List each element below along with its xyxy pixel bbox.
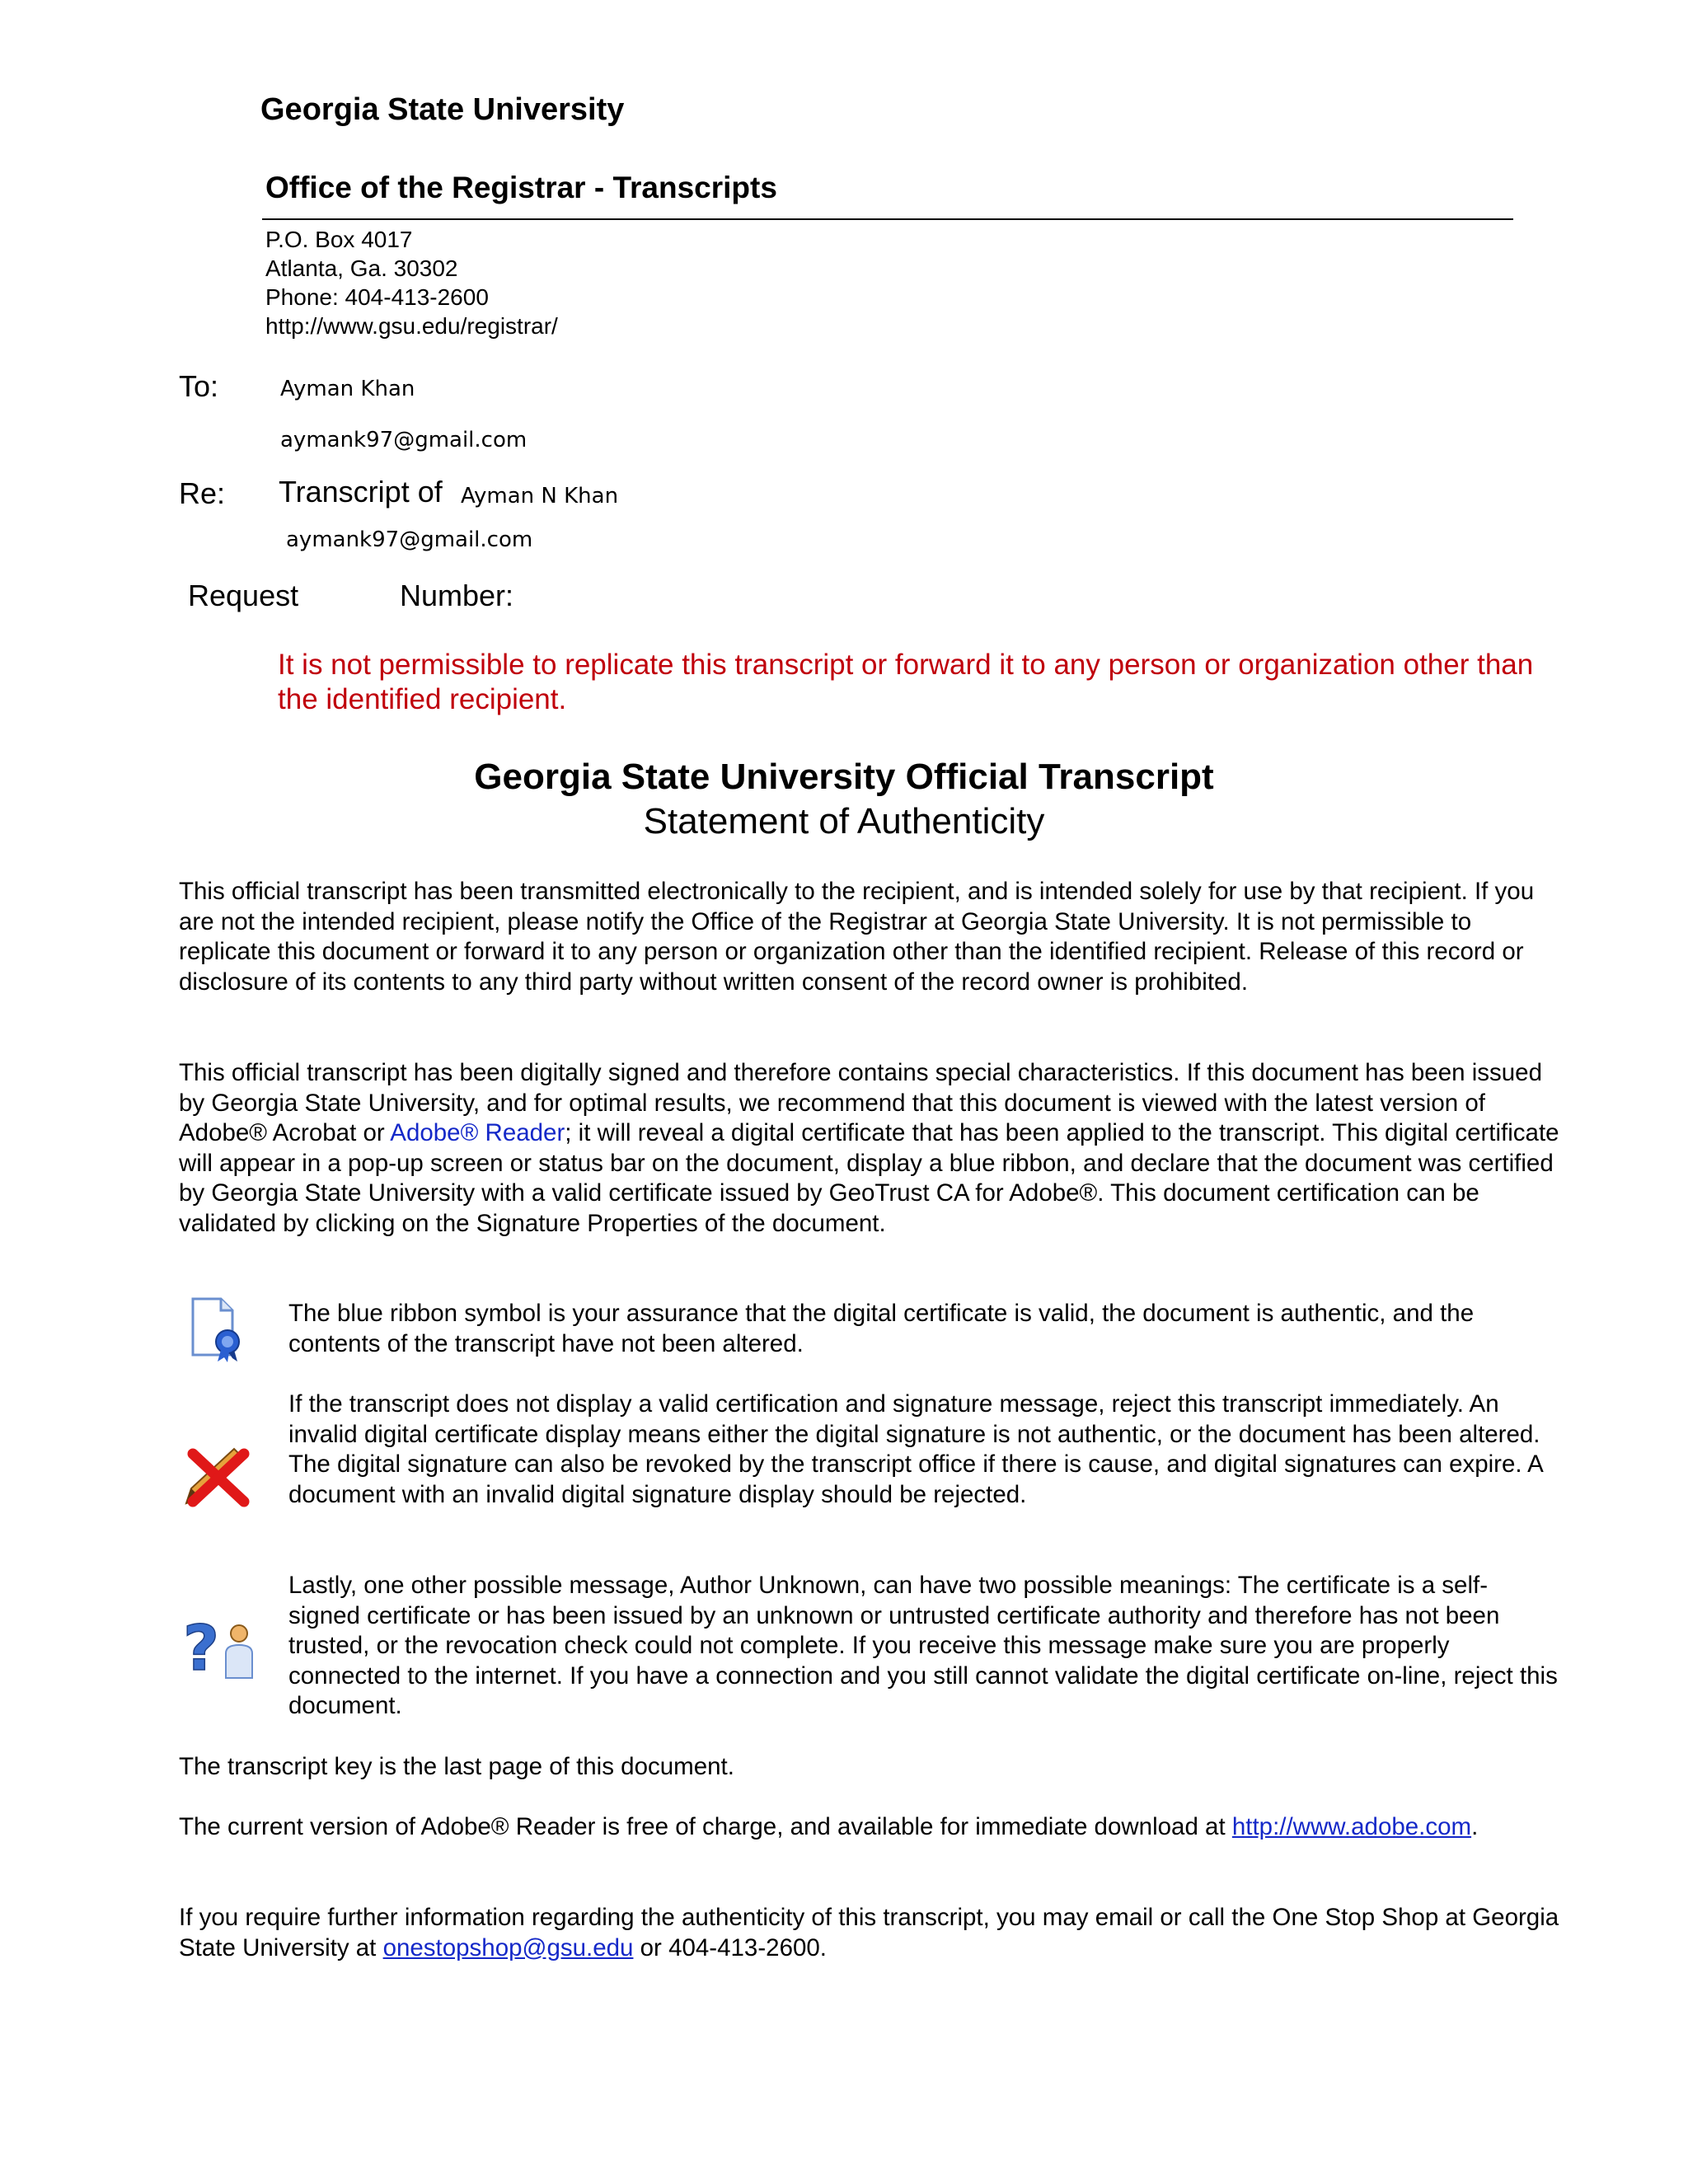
office-address <box>265 225 558 340</box>
onestopshop-email-link[interactable]: onestopshop@gsu.edu <box>382 1933 634 1961</box>
header-divider <box>262 218 1513 220</box>
author-unknown-question-icon <box>181 1614 257 1687</box>
to-label: To: <box>179 369 219 403</box>
office-title: Office of the Registrar - Transcripts <box>265 171 777 204</box>
adobe-reader-link[interactable]: Adobe® Reader <box>390 1119 565 1147</box>
re-label: Re: <box>179 476 226 510</box>
address-line: P.O. Box 4017 <box>265 227 413 252</box>
reader-text-before: The current version of Adobe® Reader is free of charge, and available for immediate download at <box>179 1813 1232 1840</box>
transcript-title: Georgia State University Official Transcript <box>474 757 1214 797</box>
invalid-signature-text: If the transcript does not display a valid certification and signature message, reject this transcript immediately. An invalid digital certificate display means either the digital signature is not authentic, or the document has been altered. The digital signature can also be revoked by the transcript office if there is cause, and digital signatures can expire. A document with an invalid digital signature display should be rejected. <box>288 1390 1543 1508</box>
request-label: Request <box>188 579 299 612</box>
contact-paragraph <box>179 1903 1564 1963</box>
student-name: Ayman N Khan <box>461 484 619 509</box>
recipient-email: aymank97@gmail.com <box>280 428 528 452</box>
contact-text-after: or 404-413-2600. <box>633 1933 827 1961</box>
svg-text:?: ? <box>183 1614 220 1683</box>
university-name: Georgia State University <box>260 92 625 127</box>
address-line: Atlanta, Ga. 30302 <box>265 255 458 281</box>
reader-text-after: . <box>1471 1813 1479 1840</box>
author-unknown-text: Lastly, one other possible message, Author Unknown, can have two possible meanings: The certificate is a self-signed certificate or has been issued by an unknown or untrusted certificate authority and therefore has not been trusted, or the revocation check could not complete. If you receive this message make sure you are properly connected to the internet. If you have a connection and you still cannot validate the digital certificate on-line, reject this document. <box>288 1572 1558 1720</box>
contact-text-before: If you require further information regarding the authenticity of this transcript, you may email or call the One Stop Shop at Georgia State University at <box>179 1904 1559 1961</box>
blue-ribbon-certificate-icon <box>181 1296 256 1367</box>
transcript-of-label: Transcript of <box>279 475 443 509</box>
address-line: Phone: 404-413-2600 <box>265 284 489 310</box>
number-label: Number: <box>400 579 514 612</box>
student-email: aymank97@gmail.com <box>286 527 533 552</box>
adobe-download-link[interactable]: http://www.adobe.com <box>1231 1813 1472 1840</box>
reader-download-paragraph <box>179 1812 1564 1843</box>
recipient-name: Ayman Khan <box>280 377 415 401</box>
signature-text-before: This official transcript has been digitally signed and therefore contains special characteristics. If this document has been issued by Georgia State University, and for optimal results, we recommend that this document is viewed with the latest version of Adobe® Acrobat or <box>179 1059 1542 1147</box>
transmission-paragraph: This official transcript has been transmitted electronically to the recipient, and is intended solely for use by that recipient. If you are not the intended recipient, please notify the Office of the Registrar at Georgia State University. It is not permissible to replicate this document or forward it to any person or organization other than the identified recipient. Release of this record or disclosure of its contents to any third party without written consent of the record owner is prohibited. <box>179 878 1535 996</box>
invalid-signature-pencil-icon <box>181 1442 256 1512</box>
signature-text-after: ; it will reveal a digital certificate that has been applied to the transcript. This digital certificate will appear in a pop-up screen or status bar on the document, display a blue ribbon, and declare that the document was certified by Georgia State University with a valid certificate issued by GeoTrust CA for Adobe®. This document certification can be validated by clicking on the Signature Properties of the document. <box>179 1119 1559 1237</box>
replication-warning: It is not permissible to replicate this transcript or forward it to any person or organization other than the identified recipient. <box>278 649 1534 715</box>
address-line: http://www.gsu.edu/registrar/ <box>265 313 558 339</box>
valid-certificate-text: The blue ribbon symbol is your assurance that the digital certificate is valid, the document is authentic, and the contents of the transcript have not been altered. <box>288 1300 1475 1357</box>
authenticity-subtitle: Statement of Authenticity <box>643 801 1045 841</box>
transcript-key-note: The transcript key is the last page of this document. <box>179 1753 734 1780</box>
digital-signature-paragraph <box>179 1058 1564 1240</box>
